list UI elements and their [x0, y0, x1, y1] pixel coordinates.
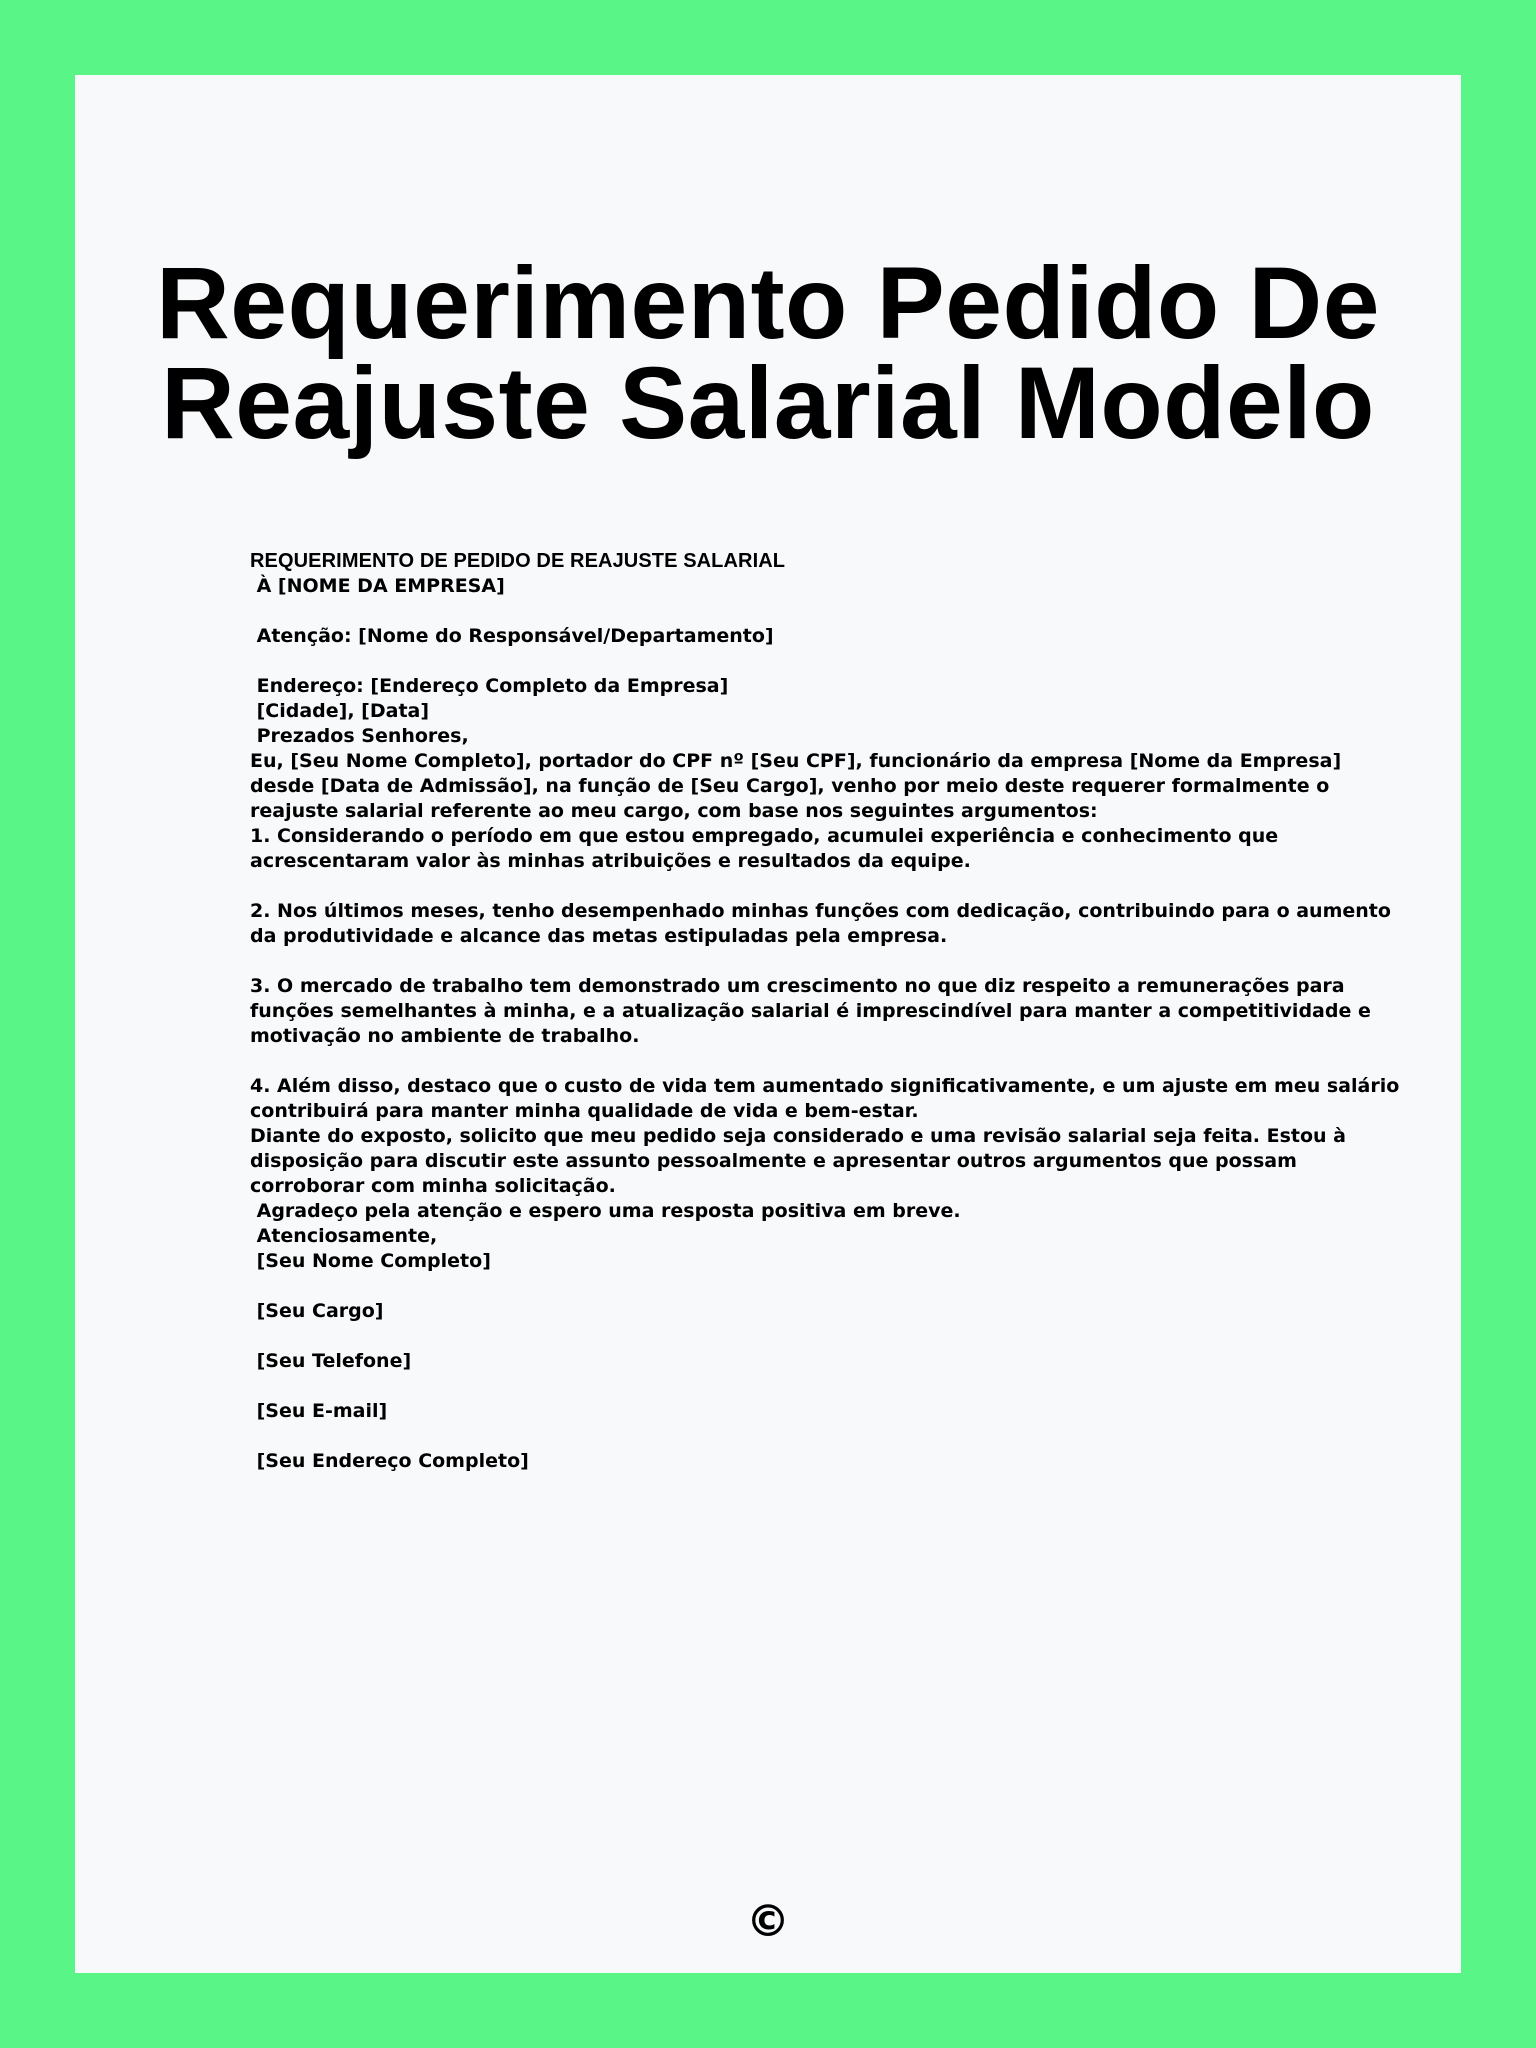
letter-line: reajuste salarial referente ao meu cargo, com base nos seguintes argumentos: [250, 800, 1098, 822]
letter-line: funções semelhantes à minha, e a atualização salarial é imprescindível para manter a competitividade e [250, 1000, 1371, 1022]
letter-line: 2. Nos últimos meses, tenho desempenhado minhas funções com dedicação, contribuindo para o aumento [250, 900, 1391, 922]
letter-line: Endereço: [Endereço Completo da Empresa] [250, 675, 729, 697]
letter-line: 4. Além disso, destaco que o custo de vida tem aumentado significativamente, e um ajuste em meu salário [250, 1075, 1400, 1097]
blank-line [250, 874, 1310, 899]
letter-line: contribuirá para manter minha qualidade de vida e bem-estar. [250, 1100, 919, 1122]
letter-line: acrescentaram valor às minhas atribuições e resultados da equipe. [250, 850, 971, 872]
letter-line: 3. O mercado de trabalho tem demonstrado um crescimento no que diz respeito a remunerações para [250, 975, 1345, 997]
document-title [75, 246, 1461, 460]
document-page [75, 75, 1461, 1973]
letter-line: [Cidade], [Data] [250, 700, 430, 722]
letter-line: Diante do exposto, solicito que meu pedido seja considerado e uma revisão salarial seja feita. Estou à [250, 1125, 1346, 1147]
letter-line: [Seu Cargo] [250, 1300, 384, 1322]
blank-line [250, 1049, 1310, 1074]
letter-line: [Seu Endereço Completo] [250, 1450, 529, 1472]
blank-line [250, 949, 1310, 974]
letter-line: corroborar com minha solicitação. [250, 1175, 616, 1197]
blank-line [250, 1274, 1310, 1299]
blank-line [250, 1424, 1310, 1449]
letter-line: [Seu Nome Completo] [250, 1250, 491, 1272]
letter-lines [250, 574, 1400, 1474]
letter-line: [Seu Telefone] [250, 1350, 412, 1372]
letter-line: Eu, [Seu Nome Completo], portador do CPF nº [Seu CPF], funcionário da empresa [Nome da Empresa] [250, 750, 1342, 772]
title-line-2: Reajuste Salarial Modelo [161, 346, 1375, 460]
letter-heading: REQUERIMENTO DE PEDIDO DE REAJUSTE SALARIAL [250, 550, 786, 572]
blank-line [250, 1324, 1310, 1349]
letter-line: [Seu E-mail] [250, 1400, 388, 1422]
title-line-1: Requerimento Pedido De [156, 246, 1380, 360]
letter-line: 1. Considerando o período em que estou empregado, acumulei experiência e conhecimento que [250, 825, 1279, 847]
letter-line: Agradeço pela atenção e espero uma resposta positiva em breve. [250, 1200, 961, 1222]
letter-line: da produtividade e alcance das metas estipuladas pela empresa. [250, 925, 948, 947]
letter-line: disposição para discutir este assunto pessoalmente e apresentar outros argumentos que possam [250, 1150, 1297, 1172]
letter-body [250, 549, 1400, 1474]
blank-line [250, 1374, 1310, 1399]
letter-line: desde [Data de Admissão], na função de [Seu Cargo], venho por meio deste requerer formalmente o [250, 775, 1330, 797]
letter-line: motivação no ambiente de trabalho. [250, 1025, 640, 1047]
blank-line [250, 649, 1310, 674]
letter-line: Atenção: [Nome do Responsável/Departamento] [250, 625, 774, 647]
letter-line: Prezados Senhores, [250, 725, 469, 747]
copyright-icon: © [746, 1896, 790, 1947]
letter-line: À [NOME DA EMPRESA] [250, 575, 505, 597]
blank-line [250, 599, 1310, 624]
letter-line: Atenciosamente, [250, 1225, 438, 1247]
